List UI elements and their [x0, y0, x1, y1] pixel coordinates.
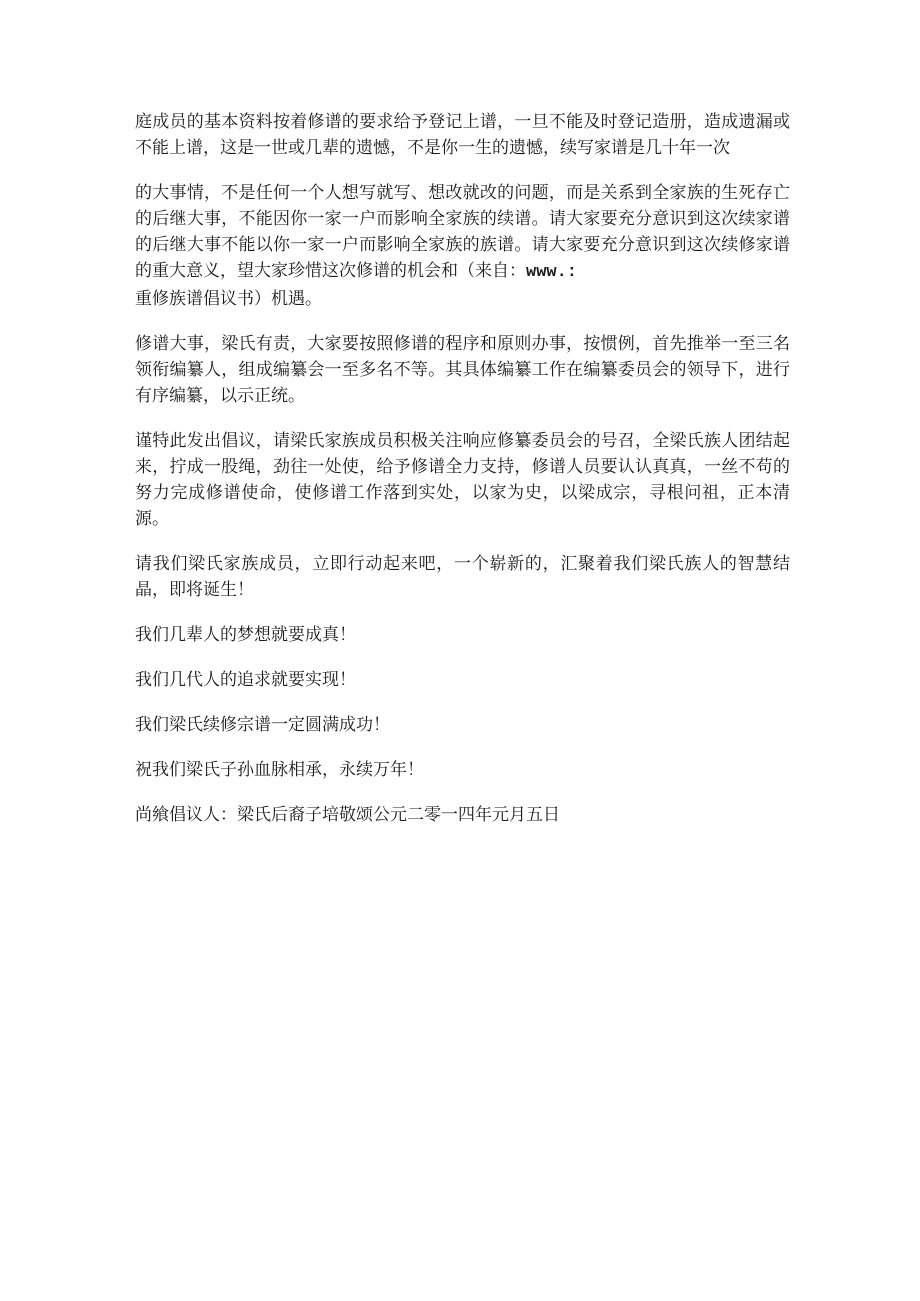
paragraph-pursuit: 我们几代人的追求就要实现！: [135, 670, 356, 690]
paragraph-registration: 庭成员的基本资料按着修谱的要求给予登记上谱，一旦不能及时登记造册，造成遗漏或不能上谱，这是一世或几辈的遗憾，不是你一生的遗憾，续写家谱是几十年一次: [135, 112, 790, 158]
paragraph-major-event-text: 的大事情，不是任何一个人想写就写、想改就改的问题，而是关系到全家族的生死存亡的后继大事，不能因你一家一户而影响全家族的续谱。请大家要充分意识到这次续家谱的后继大事不能以你一家一户而影响全家族的族谱。请大家要充分意识到这次续修家谱的重大意义，望大家珍惜这次修谱的机会和（来自：: [135, 183, 790, 281]
paragraph-blessing: 祝我们梁氏子孙血脉相承，永续万年！: [135, 760, 424, 780]
paragraph-major-event: [135, 180, 790, 312]
source-url: www.:: [526, 263, 578, 282]
document-body: [135, 109, 790, 847]
paragraph-responsibility: 修谱大事，梁氏有责，大家要按照修谱的程序和原则办事，按惯例，首先推举一至三名领衔编纂人，组成编纂会一至多名不等。其具体编纂工作在编纂委员会的领导下，进行有序编纂，以示正统。: [135, 334, 790, 406]
paragraph-dream: 我们几辈人的梦想就要成真！: [135, 625, 356, 645]
paragraph-major-event-tail: 重修族谱倡议书）机遇。: [135, 289, 322, 309]
paragraph-signature: 尚飨倡议人：梁氏后裔子培敬颂公元二零一四年元月五日: [135, 805, 560, 825]
paragraph-proposal: 谨特此发出倡议，请梁氏家族成员积极关注响应修纂委员会的号召，全梁氏族人团结起来，拧成一股绳，劲往一处使，给予修谱全力支持，修谱人员要认认真真，一丝不苟的努力完成修谱使命，使修谱工作落到实处，以家为史，以梁成宗，寻根问祖，正本清源。: [135, 431, 790, 529]
paragraph-call-to-action: 请我们梁氏家族成员，立即行动起来吧，一个崭新的，汇聚着我们梁氏族人的智慧结晶，即将诞生！: [135, 554, 790, 600]
paragraph-success: 我们梁氏续修宗谱一定圆满成功！: [135, 715, 390, 735]
